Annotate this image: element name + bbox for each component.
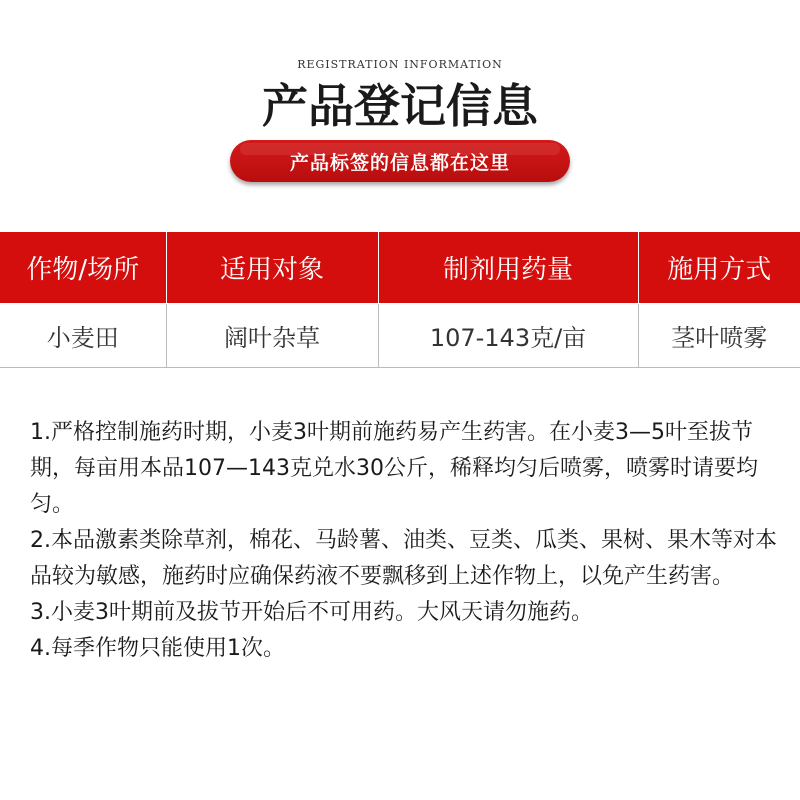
note-item: 2.本品激素类除草剂，棉花、马龄薯、油类、豆类、瓜类、果树、果木等对本品较为敏感，施药时应确保药液不要飘移到上述作物上，以免产生药害。	[30, 528, 777, 589]
cell-target: 阔叶杂草	[166, 304, 378, 368]
table-header-row	[0, 232, 800, 304]
note-item: 1.严格控制施药时期，小麦3叶期前施药易产生药害。在小麦3—5叶至拔节期，每亩用本品107—143克兑水30公斤，稀释均匀后喷雾，喷雾时请要均匀。	[30, 420, 758, 517]
column-header-crop: 作物/场所	[0, 232, 166, 304]
table-row	[0, 304, 800, 368]
column-header-method: 施用方式	[638, 232, 800, 304]
column-header-target: 适用对象	[166, 232, 378, 304]
cell-dosage: 107-143克/亩	[378, 304, 638, 368]
english-subtitle: REGISTRATION INFORMATION	[297, 58, 503, 71]
column-header-dosage: 制剂用药量	[378, 232, 638, 304]
usage-notes	[30, 415, 780, 667]
note-item: 3.小麦3叶期前及拔节开始后不可用药。大风天请勿施药。	[30, 600, 593, 625]
tagline-pill	[230, 140, 570, 182]
cell-crop: 小麦田	[0, 304, 166, 368]
registration-table	[0, 231, 800, 368]
tagline-text: 产品标签的信息都在这里	[289, 151, 510, 174]
tagline-banner	[230, 140, 570, 182]
page-title: 产品登记信息	[262, 79, 538, 133]
cell-method: 茎叶喷雾	[638, 304, 800, 368]
note-item: 4.每季作物只能使用1次。	[30, 636, 285, 661]
